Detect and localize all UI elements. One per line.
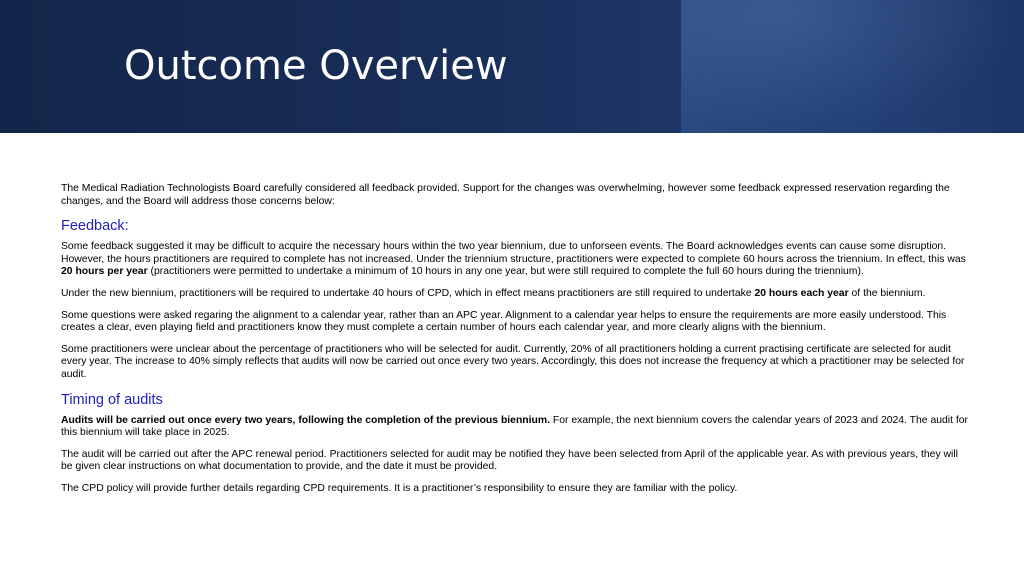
feedback-paragraph-2-text-a: Under the new biennium, practitioners will be required to undertake 40 hours of CPD, which in effect means practitioners are still required to undertake (61, 287, 755, 299)
timing-heading: Timing of audits (61, 391, 163, 408)
timing-paragraph-1-text: For example, the next biennium covers the calendar years of 2023 and 2024. The audit for this biennium will take place in 2025. (61, 414, 969, 439)
feedback-paragraph-1-bold: 20 hours per year (61, 266, 148, 278)
feedback-paragraph-2-bold: 20 hours each year (754, 287, 849, 299)
feedback-paragraph-1 (61, 241, 971, 279)
feedback-paragraph-4: Some practitioners were unclear about the percentage of practitioners who will be selected for audit. Currently, 20% of all practitioners holding a current practising certificate are selected for audit every year. The increase to 40% simply reflects that audits will now be carried out once every two years. Accordingly, this does not increase the frequency at which a practitioner may be selected for audit. (61, 343, 965, 380)
feedback-paragraph-1-text-a: Some feedback suggested it may be difficult to acquire the necessary hours within the two year biennium, due to unforseen events. The Board acknowledges events can cause some disruption. However, the hours practitioners are required to complete has not increased. Under the triennium structure, practitioners were expected to complete 60 hours across the triennium. In effect, this was (61, 241, 966, 265)
timing-paragraph-1-bold: Audits will be carried out once every two years, following the completion of the previous biennium. (61, 414, 551, 426)
feedback-heading: Feedback: (61, 218, 129, 235)
header-accent-glow (681, 0, 1024, 133)
slide-title: Outcome Overview (124, 43, 508, 89)
feedback-paragraph-2 (61, 288, 971, 301)
timing-paragraph-1 (61, 415, 971, 440)
timing-paragraph-3: The CPD policy will provide further details regarding CPD requirements. It is a practitioner’s responsibility to ensure they are familiar with the policy. (61, 482, 738, 494)
timing-paragraph-2: The audit will be carried out after the APC renewal period. Practitioners selected for audit may be notified they have been selected from April of the applicable year. As with previous years, they will be given clear instructions on what documentation to provide, and the date it must be provided. (61, 448, 958, 473)
slide-body (61, 183, 971, 505)
feedback-paragraph-2-text-b: of the biennium. (848, 287, 926, 299)
slide-header (0, 0, 1024, 133)
intro-paragraph: The Medical Radiation Technologists Board carefully considered all feedback provided. Support for the changes was overwhelming, however some feedback expressed reservation regarding the changes, and the Board will address those concerns below: (61, 183, 950, 207)
feedback-paragraph-1-text-b: (practitioners were permitted to undertake a minimum of 10 hours in any one year, but were still required to complete the full 60 hours during the triennium). (147, 266, 864, 278)
feedback-paragraph-3: Some questions were asked regaring the alignment to a calendar year, rather than an APC year. Alignment to a calendar year helps to ensure the requirements are more easily understood. This creates a clear, even playing field and practitioners know they must complete a certain number of hours each calendar year, and more clearly aligns with the biennium. (61, 309, 947, 334)
